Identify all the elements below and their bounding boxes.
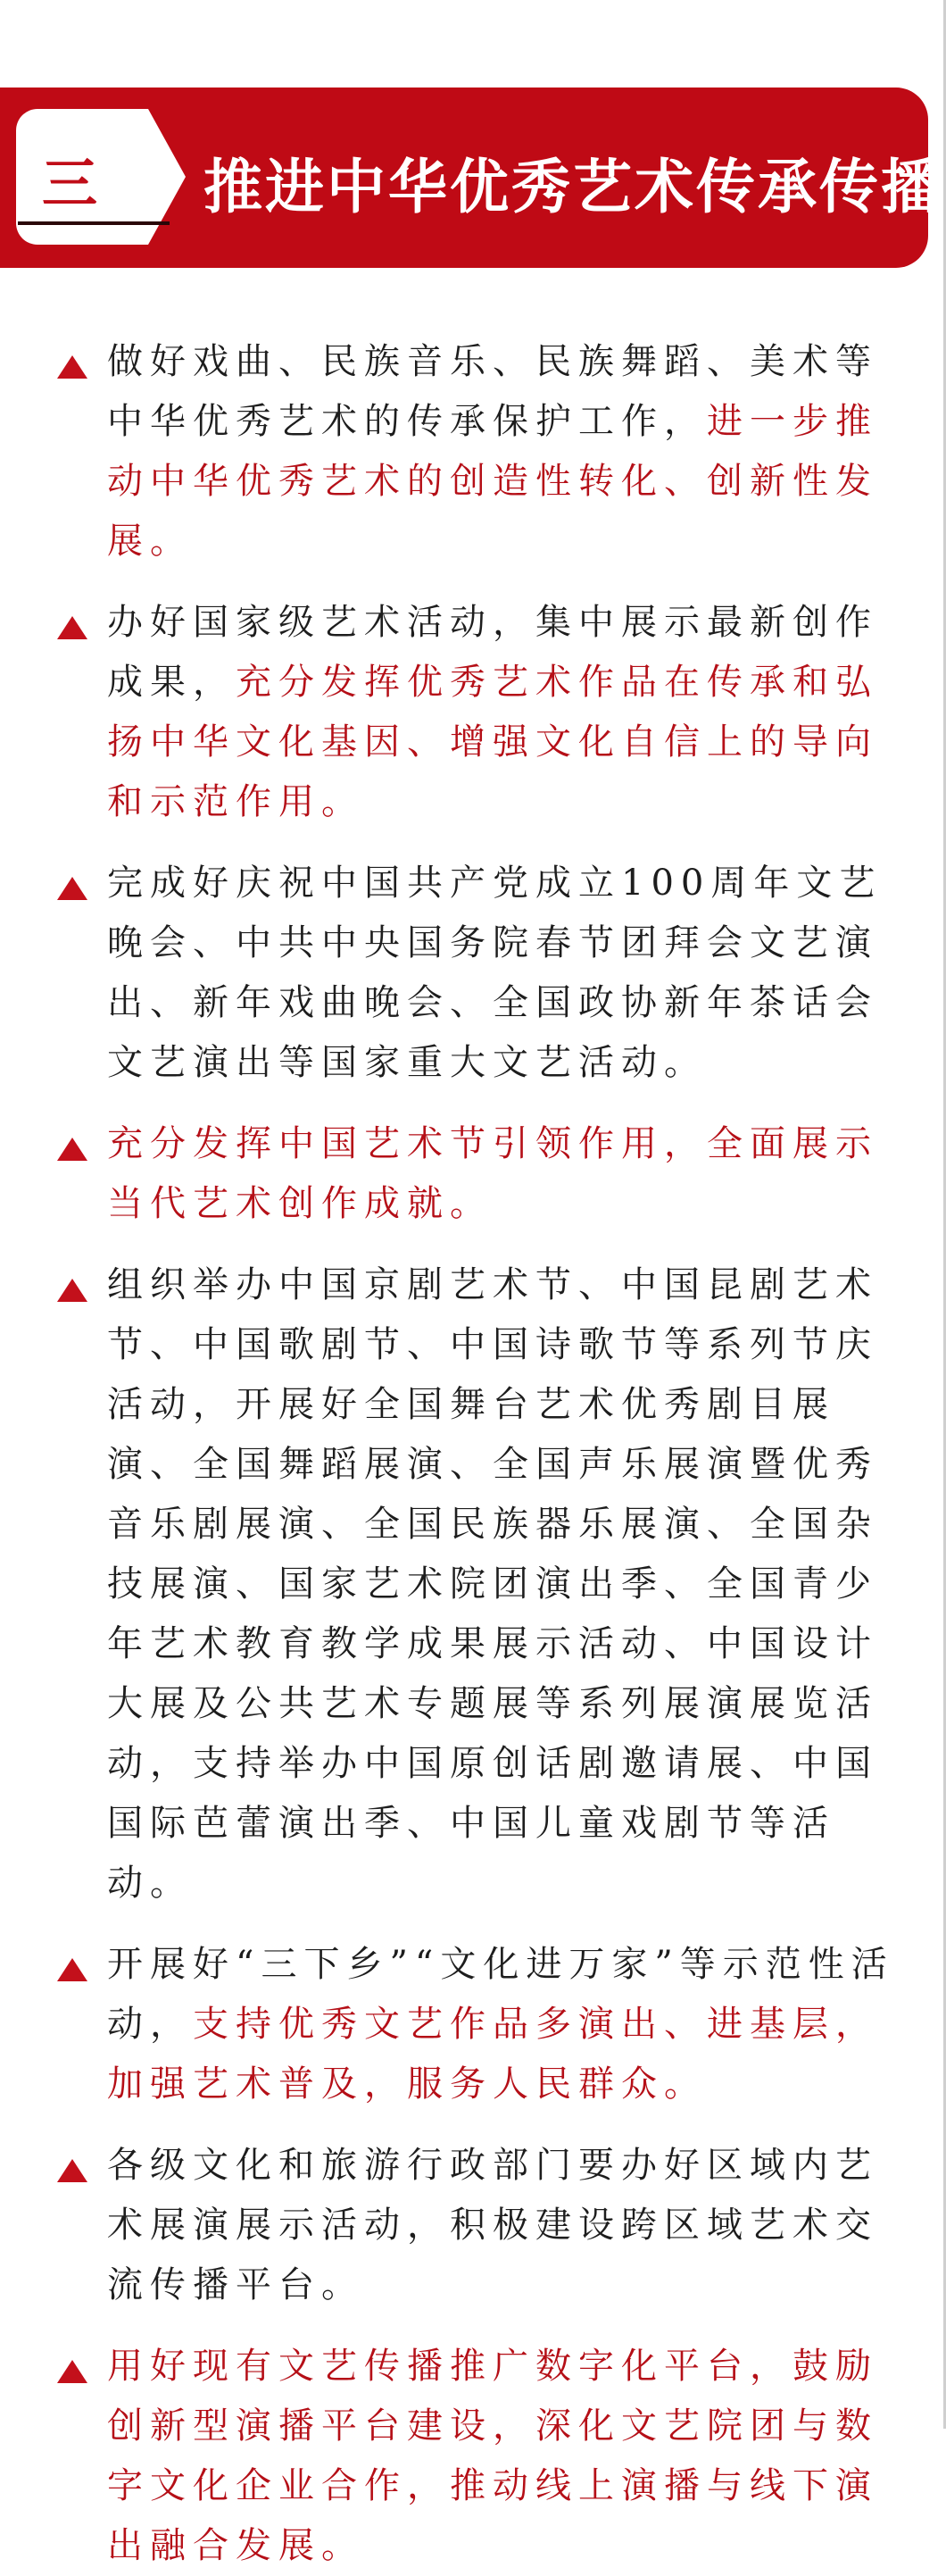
triangle-bullet-icon — [57, 2159, 87, 2182]
section-banner — [0, 88, 942, 268]
banner-divider — [18, 221, 170, 225]
list-item — [57, 332, 914, 571]
item-list — [57, 332, 914, 2576]
item-text: 完成好庆祝中国共产党成立100周年文艺晚会、中共中央国务院春节团拜会文艺演出、新年戏曲晚会、全国政协新年茶话会文艺演出等国家重大文艺活动。 — [107, 863, 883, 1083]
list-item — [57, 1935, 914, 2114]
list-item — [57, 1255, 914, 1913]
item-text: 开展好“三下乡”“文化进万家”等示范性活动，支持优秀文艺作品多演出、进基层，加强艺术普及，服务人民群众。 — [107, 1944, 894, 2105]
triangle-bullet-icon — [57, 2360, 87, 2383]
triangle-bullet-icon — [57, 1138, 87, 1161]
item-text: 充分发挥中国艺术节引领作用，全面展示当代艺术创作成就。 — [107, 1123, 878, 1224]
triangle-bullet-icon — [57, 877, 87, 900]
triangle-bullet-icon — [57, 616, 87, 639]
item-text: 用好现有文艺传播推广数字化平台，鼓励创新型演播平台建设，深化文艺院团与数字文化企业合作，推动线上演播与线下演出融合发展。 — [107, 2346, 878, 2566]
list-item — [57, 593, 914, 832]
list-item — [57, 854, 914, 1093]
item-text: 办好国家级艺术活动，集中展示最新创作成果，充分发挥优秀艺术作品在传承和弘扬中华文化基因、增强文化自信上的导向和示范作用。 — [107, 602, 878, 822]
triangle-bullet-icon — [57, 1279, 87, 1302]
list-item — [57, 1114, 914, 1234]
list-item — [57, 2136, 914, 2315]
section-number: 三 — [41, 151, 99, 216]
triangle-bullet-icon — [57, 1958, 87, 1981]
triangle-bullet-icon — [57, 355, 87, 379]
section-title: 推进中华优秀艺术传承传播 — [203, 152, 942, 221]
item-text: 各级文化和旅游行政部门要办好区域内艺术展演展示活动，积极建设跨区域艺术交流传播平台。 — [107, 2145, 878, 2305]
item-text: 做好戏曲、民族音乐、民族舞蹈、美术等中华优秀艺术的传承保护工作，进一步推动中华优秀艺术的创造性转化、创新性发展。 — [107, 341, 878, 562]
item-text: 组织举办中国京剧艺术节、中国昆剧艺术节、中国歌剧节、中国诗歌节等系列节庆活动，开展好全国舞台艺术优秀剧目展演、全国舞蹈展演、全国声乐展演暨优秀音乐剧展演、全国民族器乐展演、全国杂技展演、国家艺术院团演出季、全国青少年艺术教育教学成果展示活动、中国设计大展及公共艺术专题展等系列展演展览活动，支持举办中国原创话剧邀请展、中国国际芭蕾演出季、中国儿童戏剧节等活动。 — [107, 1264, 878, 1904]
list-item — [57, 2337, 914, 2576]
